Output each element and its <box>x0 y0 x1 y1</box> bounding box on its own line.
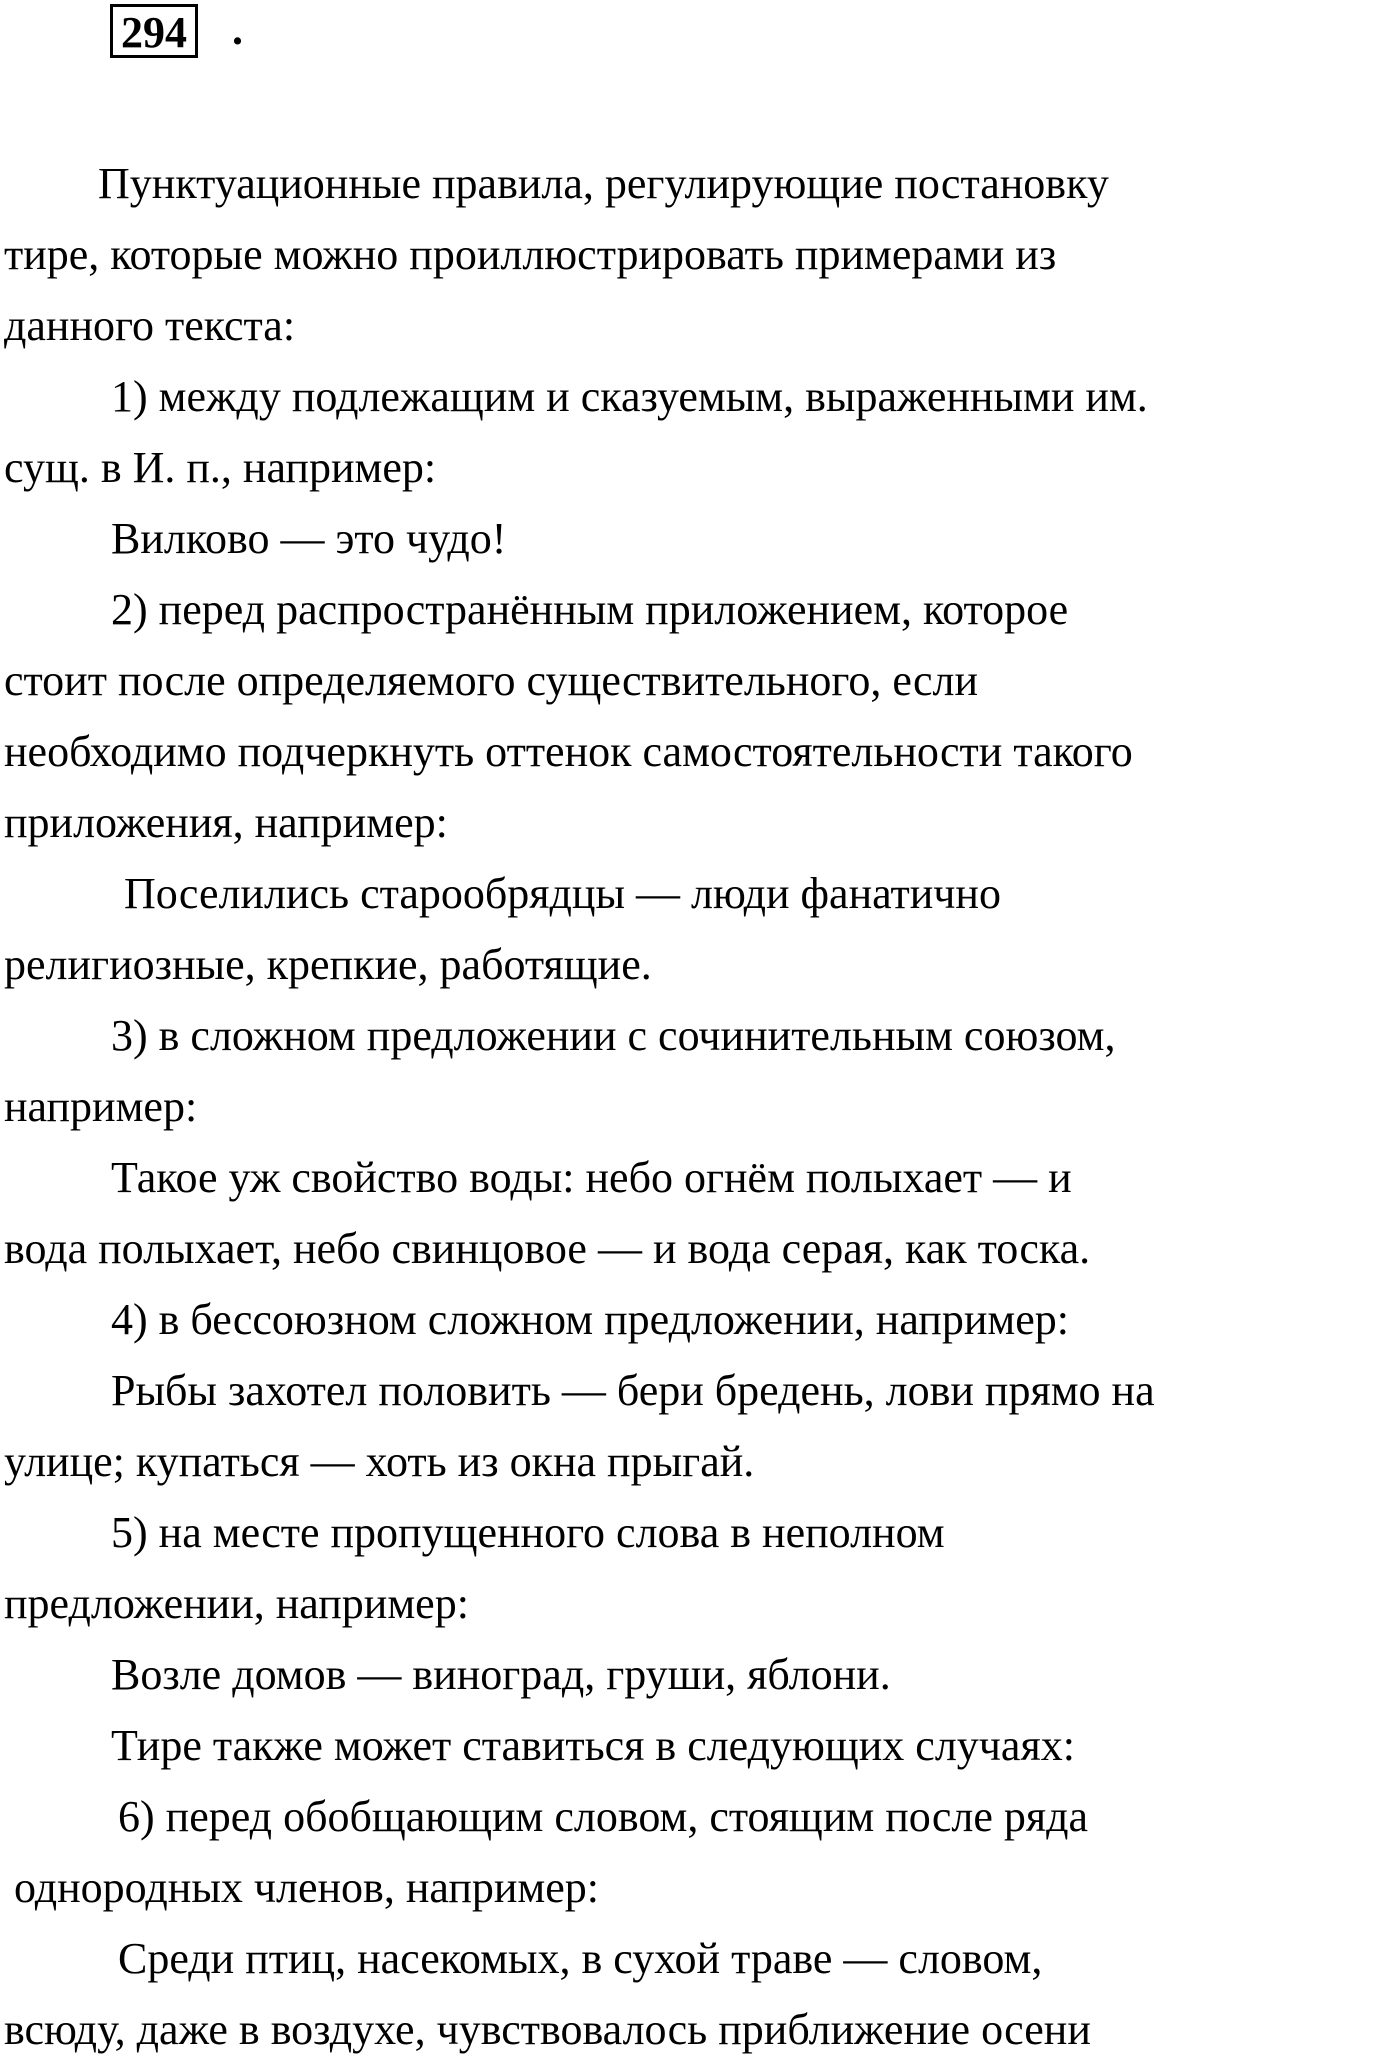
list-item-6: 6) перед обобщающим словом, стоящим после ряда <box>118 1792 1089 1841</box>
list-item-3: 3) в сложном предложении с сочинительным союзом, <box>111 1011 1116 1060</box>
text-line: например: <box>4 1082 198 1131</box>
text-line: однородных членов, например: <box>14 1863 600 1912</box>
text-line: улице; купаться — хоть из окна прыгай. <box>4 1437 755 1486</box>
text-line: всюду, даже в воздухе, чувствовалось приближение осени <box>4 2005 1091 2054</box>
text-line: сущ. в И. п., например: <box>4 443 437 492</box>
text-line: Тире также может ставиться в следующих случаях: <box>111 1721 1075 1770</box>
text-line: необходимо подчеркнуть оттенок самостоятельности такого <box>4 727 1133 776</box>
text-line: вода полыхает, небо свинцовое — и вода серая, как тоска. <box>4 1224 1091 1273</box>
text-line: тире, которые можно проиллюстрировать примерами из <box>4 230 1057 279</box>
text-line: предложении, например: <box>4 1579 469 1628</box>
example-line: Среди птиц, насекомых, в сухой траве — словом, <box>118 1934 1043 1983</box>
exercise-number: 294 <box>110 4 198 58</box>
list-item-1: 1) между подлежащим и сказуемым, выраженными им. <box>111 372 1148 421</box>
example-line: Поселились старообрядцы — люди фанатично <box>124 869 1001 918</box>
text-line: данного текста: <box>4 301 296 350</box>
text-line: Пунктуационные правила, регулирующие постановку <box>98 159 1109 208</box>
text-line: приложения, например: <box>4 798 448 847</box>
list-item-2: 2) перед распространённым приложением, которое <box>111 585 1069 634</box>
text-line: религиозные, крепкие, работящие. <box>4 940 652 989</box>
text-line: стоит после определяемого существительного, если <box>4 656 979 705</box>
example-line: Вилково — это чудо! <box>111 514 507 563</box>
example-line: Такое уж свойство воды: небо огнём полыхает — и <box>111 1153 1072 1202</box>
list-item-4: 4) в бессоюзном сложном предложении, например: <box>111 1295 1069 1344</box>
example-line: Рыбы захотел половить — бери бредень, лови прямо на <box>111 1366 1155 1415</box>
document-body <box>4 148 1394 2065</box>
exercise-number-dot: . <box>232 5 243 54</box>
example-line: Возле домов — виноград, груши, яблони. <box>111 1650 891 1699</box>
list-item-5: 5) на месте пропущенного слова в неполном <box>111 1508 945 1557</box>
